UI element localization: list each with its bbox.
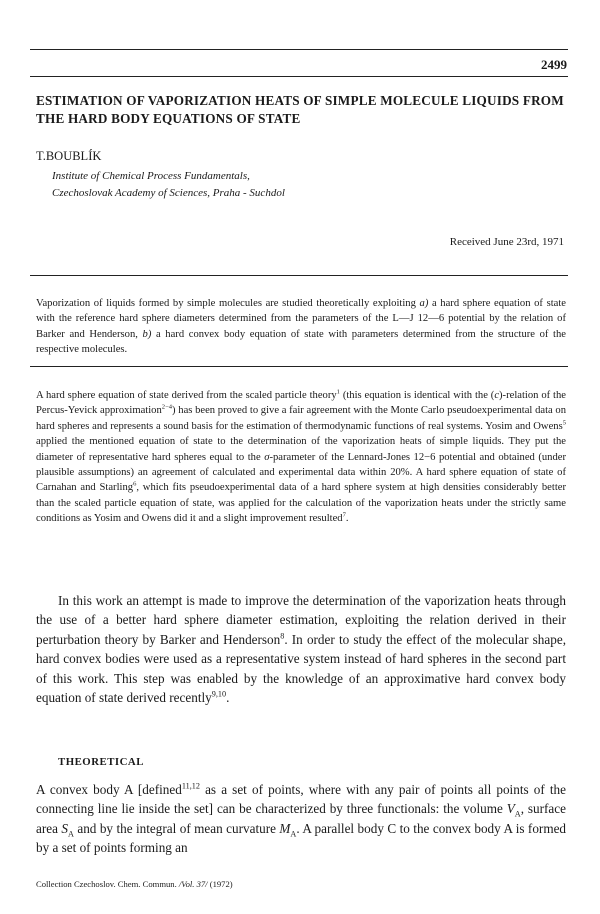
- affiliation-line-2: Czechoslovak Academy of Sciences, Praha - Suchdol: [52, 187, 285, 199]
- affiliation-line-1: Institute of Chemical Process Fundamentals,: [52, 170, 250, 182]
- received-date: Received June 23rd, 1971: [449, 236, 564, 248]
- body-paragraph-theoretical: A convex body A [defined$^{11,12}$ as a set of points, where with any pair of points all points of the connecting line lie inside the set] can be characterized by three functionals: the volume $V_A$, surface area $S_A$ and by the integral of mean curvature $M_A$. A parallel body C to the convex body A is formed by a set of points forming an: [36, 781, 567, 856]
- body-paragraph-work: In this work an attempt is made to improve the determination of the vaporization heats through the use of a better hard sphere diameter estimation, exploiting the relation derived in their perturbation theory by Barker and Henderson$^8$. In order to study the effect of the molecular shape, hard convex bodies were used as a representative system instead of hard spheres in the second part of this work. This step was enabled by the knowledge of an approximative hard convex body equation of state derived recently$^{9,10}$.: [36, 593, 566, 706]
- intro-paragraph: A hard sphere equation of state derived from the scaled particle theory$^1$ (this equation is identical with the (c)-relation of the Percus-Yevick approximation$^{2-4}$) has been proved to give a fair agreement with the Monte Carlo pseudoexperimental data on hard spheres and represents a sound basis for the estimation of thermodynamic functions of real systems. Yosim and Owens$^5$ applied the mentioned equation of state to the determination of the vaporization heats of simple liquids. They put the diameter of representative hard spheres equal to the σ-parameter of the Lennard-Jones 12−6 potential and obtained (under plausible assumptions) an agreement of calculated and experimental data within 20%. A hard sphere equation of state of Carnahan and Starling$^6$, which fits pseudoexperimental data of a hard sphere system at high densities considerably better than the scaled particle equation of state, was applied for the calculation of the vaporization heats under the strictly same conditions as Yosim and Owens did it and a slight improvement resulted$^7$.: [36, 388, 567, 525]
- section-heading-theoretical: THEORETICAL: [58, 756, 144, 768]
- top-rule: [30, 49, 568, 50]
- affiliation: [52, 168, 285, 202]
- page-number: 2499: [541, 57, 567, 72]
- author-name: T.BOUBLÍK: [36, 149, 102, 163]
- abstract-top-rule: [30, 275, 568, 276]
- abstract-bottom-rule: [30, 366, 568, 367]
- journal-footer: Collection Czechoslov. Chem. Commun. /Vol. 37/ (1972): [36, 879, 233, 889]
- paper-title: ESTIMATION OF VAPORIZATION HEATS OF SIMPLE MOLECULE LIQUIDS FROM THE HARD BODY EQUATIONS OF STATE: [36, 93, 564, 126]
- header-rule: [30, 76, 568, 77]
- abstract: Vaporization of liquids formed by simple molecules are studied theoretically exploiting a) a hard sphere equation of state with the reference hard sphere diameters determined from the parameters of the L—J 12—6 potential by the relation of Barker and Henderson, b) a hard convex body equation of state with parameters determined from the structure of the respective molecules.: [36, 298, 566, 355]
